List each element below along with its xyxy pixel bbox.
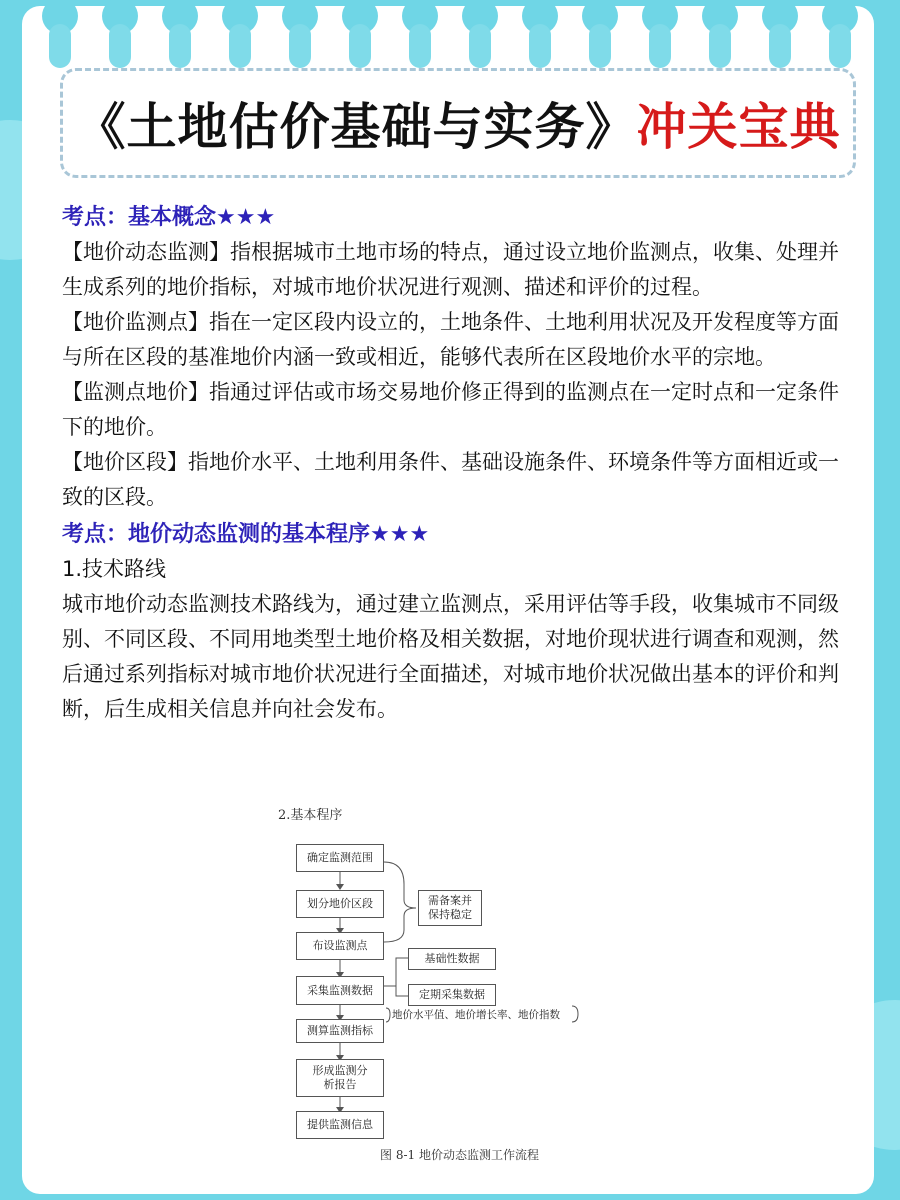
flow-step: 划分地价区段 (296, 890, 384, 918)
title-highlight: 冲关宝典 (636, 98, 841, 156)
flow-step: 形成监测分析报告 (296, 1059, 384, 1097)
main-content (62, 200, 842, 727)
definition-paragraph: 【地价动态监测】指根据城市土地市场的特点，通过设立地价监测点，收集、处理并生成系列的地价指标，对城市地价状况进行观测、描述和评价的过程。 (62, 240, 839, 299)
subheading: 1.技术路线 (62, 557, 167, 581)
flowchart-figure (272, 800, 592, 1170)
binder-ring (289, 24, 311, 68)
binder-ring (349, 24, 371, 68)
binder-ring (589, 24, 611, 68)
binder-ring (709, 24, 731, 68)
binder-ring (409, 24, 431, 68)
data-type-box: 基础性数据 (408, 948, 496, 970)
binder-ring (529, 24, 551, 68)
binder-ring (49, 24, 71, 68)
figure-title: 2.基本程序 (278, 808, 343, 823)
binder-ring (469, 24, 491, 68)
flow-step: 采集监测数据 (296, 976, 384, 1005)
data-type-box: 定期采集数据 (408, 984, 496, 1006)
binder-ring (649, 24, 671, 68)
definition-paragraph: 【地价区段】指地价水平、土地利用条件、基础设施条件、环境条件等方面相近或一致的区段。 (62, 450, 839, 509)
definition-paragraph: 【地价监测点】指在一定区段内设立的，土地条件、土地利用状况及开发程度等方面与所在区段的基准地价内涵一致或相近，能够代表所在区段地价水平的宗地。 (62, 310, 839, 369)
binder-ring (769, 24, 791, 68)
binder-ring (229, 24, 251, 68)
section-heading: 考点：基本概念★★★ (62, 205, 276, 230)
page-title (76, 87, 841, 159)
binder-ring (169, 24, 191, 68)
flow-step: 布设监测点 (296, 932, 384, 960)
title-box (60, 68, 856, 178)
flow-step: 提供监测信息 (296, 1111, 384, 1139)
body-paragraph: 城市地价动态监测技术路线为，通过建立监测点，采用评估等手段，收集城市不同级别、不同区段、不同用地类型土地价格及相关数据，对地价现状进行调查和观测，然后通过系列指标对城市地价状况进行全面描述，对城市地价状况做出基本的评价和判断，后生成相关信息并向社会发布。 (62, 592, 839, 721)
indicator-list: 地价水平值、地价增长率、地价指数 (392, 1009, 560, 1021)
binder-ring (109, 24, 131, 68)
binder-ring (829, 24, 851, 68)
definition-paragraph: 【监测点地价】指通过评估或市场交易地价修正得到的监测点在一定时点和一定条件下的地价。 (62, 380, 839, 439)
flow-step: 确定监测范围 (296, 844, 384, 872)
section-heading: 考点：地价动态监测的基本程序★★★ (62, 522, 430, 547)
flow-step: 测算监测指标 (296, 1019, 384, 1043)
title-main: 《土地估价基础与实务》 (75, 98, 637, 156)
figure-caption: 图 8-1 地价动态监测工作流程 (380, 1148, 539, 1162)
note-box: 需备案并保持稳定 (418, 890, 482, 926)
